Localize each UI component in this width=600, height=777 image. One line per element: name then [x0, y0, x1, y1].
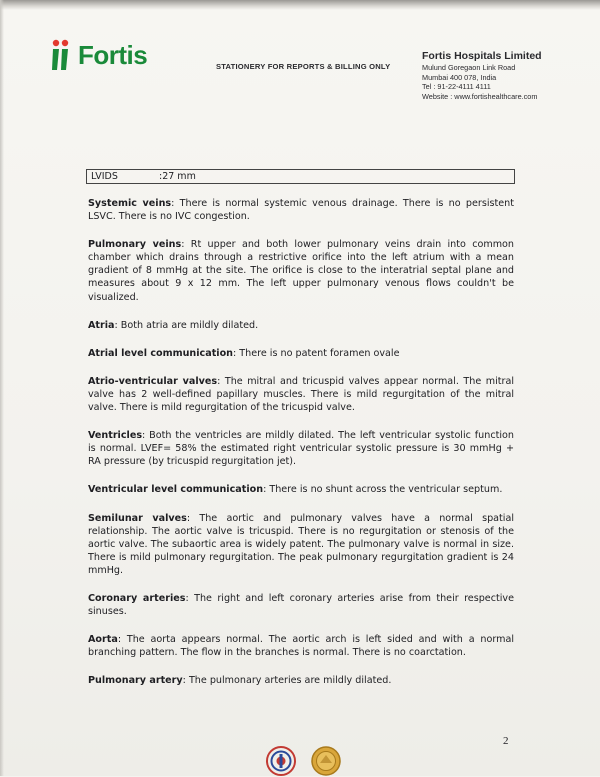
- section-systemic-veins: [88, 197, 514, 223]
- section-coronary-arteries: [88, 592, 514, 618]
- section-text: : The mitral and tricuspid valves appear normal. The mitral valve has 2 well-defined papillary muscles. There is mild regurgitation of the mitral valve. There is mild regurgitation of the tricuspid valve.: [88, 375, 514, 414]
- section-ventricular-communication: [88, 483, 514, 496]
- measurement-value: :27 mm: [159, 171, 196, 182]
- website-line: Website : www.fortishealthcare.com: [422, 91, 538, 101]
- section-text: : The right and left coronary arteries arise from their respective sinuses.: [88, 592, 514, 618]
- fortis-logo-icon: [48, 38, 78, 72]
- address-line: Mulund Goregaon Link Road: [422, 63, 516, 72]
- section-atria: [88, 319, 514, 332]
- logo-wordmark: Fortis: [78, 40, 148, 70]
- section-heading: Ventricular level communication: [88, 484, 264, 496]
- section-aorta: [88, 633, 514, 659]
- section-heading: Aorta: [88, 634, 118, 646]
- address-line: Mumbai 400 078, India: [422, 72, 497, 82]
- section-text: : There is no patent foramen ovale: [233, 347, 400, 359]
- scan-side-shadow: [0, 0, 4, 776]
- measurement-label: LVIDS: [91, 171, 118, 182]
- phone-line: Tel : 91-22-4111 4111: [422, 82, 491, 91]
- section-text: : The aorta appears normal. The aortic arch is left sided and with a normal branching pattern. The flow in the branches is normal. There is no coarctation.: [88, 634, 514, 659]
- section-text: : The pulmonary arteries are mildly dilated.: [182, 675, 392, 687]
- hospital-address-block: [422, 50, 542, 101]
- section-heading: Ventricles: [88, 430, 143, 442]
- section-text: : Rt upper and both lower pulmonary veins drain into common chamber which drains through a restrictive orifice into the left atrium with a mean gradient of 8 mmHg at the site. The orifice is close to the interatrial septal plane and measures about 9 x 12 mm. The left upper pulmonary venous flows couldn't be visualized.: [88, 239, 514, 303]
- section-text: : The aortic and pulmonary valves have a normal spatial relationship. The aortic valve is tricuspid. There is no regurgitation or stenosis of the aortic valve. The subaortic area is widely patent. The pulmonary valve is normal in size. There is mild pulmonary regurgitation. The peak pulmonary regurgitation gradient is 24 mmHg.: [88, 512, 515, 576]
- section-heading: Semilunar valves: [88, 512, 187, 524]
- lvids-measurement-box: [86, 169, 515, 184]
- report-body: [88, 197, 514, 702]
- section-ventricles: [88, 429, 514, 468]
- section-av-valves: [88, 375, 514, 414]
- section-semilunar-valves: [88, 512, 514, 577]
- section-heading: Systemic veins: [88, 198, 172, 209]
- section-heading: Coronary arteries: [88, 592, 186, 604]
- page-number: 2: [503, 735, 509, 747]
- fortis-logo: [48, 36, 158, 74]
- section-heading: Atria: [88, 319, 115, 331]
- section-text: : There is normal systemic venous drainage. There is no persistent LSVC. There is no IVC congestion.: [88, 198, 514, 223]
- company-name: Fortis Hospitals Limited: [422, 50, 542, 62]
- section-atrial-communication: [88, 347, 514, 360]
- section-heading: Atrio-ventricular valves: [88, 375, 218, 387]
- section-text: : Both atria are mildly dilated.: [114, 319, 259, 331]
- quality-seal-icon: [310, 745, 342, 777]
- section-text: : There is no shunt across the ventricular septum.: [263, 484, 503, 496]
- stationery-note: STATIONERY FOR REPORTS & BILLING ONLY: [216, 62, 391, 71]
- section-pulmonary-artery: [88, 674, 514, 687]
- scan-edge-shadow: [0, 0, 600, 10]
- section-text: : Both the ventricles are mildly dilated. The left ventricular systolic function is normal. LVEF= 58% the estimated right ventricular systolic pressure is 30 mmHg + RA pressure (by tricuspid regurgitation jet).: [88, 430, 514, 468]
- section-heading: Atrial level communication: [88, 347, 233, 359]
- section-heading: Pulmonary artery: [88, 675, 183, 687]
- section-pulmonary-veins: [88, 238, 514, 303]
- section-heading: Pulmonary veins: [88, 239, 182, 251]
- accreditation-seal-icon: [265, 745, 297, 777]
